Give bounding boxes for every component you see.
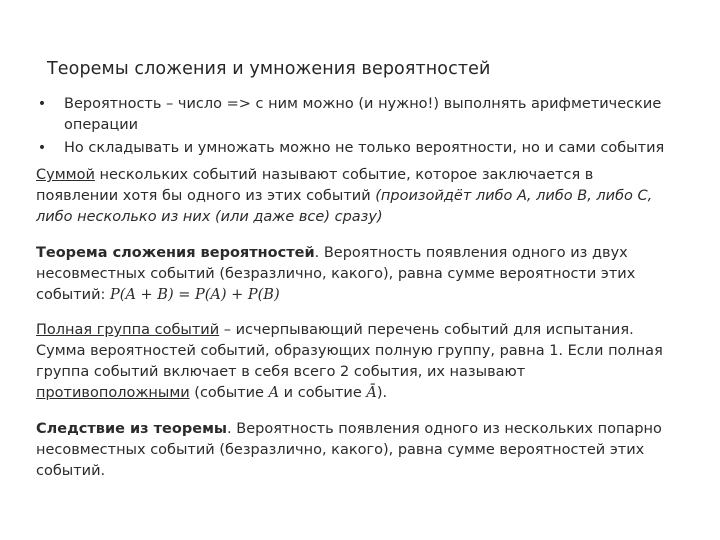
sum-definition [36, 165, 666, 228]
slide-content [36, 94, 666, 496]
corollary [36, 419, 666, 482]
bullet-dot-icon: • [37, 96, 47, 112]
bullet-item [36, 138, 666, 159]
opposite-term: противоположными [36, 385, 190, 401]
bullet-item [36, 94, 666, 136]
full-group-text-4: ). [376, 385, 388, 401]
slide-title: Теоремы сложения и умножения вероятностей [47, 59, 491, 79]
bullet-dot-icon: • [37, 140, 47, 156]
full-group-term: Полная группа событий [36, 322, 220, 338]
bullet-list [36, 94, 666, 159]
full-group-text-2: (событие [189, 385, 269, 401]
full-group-text-3: и событие [279, 385, 367, 401]
addition-theorem [36, 243, 666, 306]
event-not-a: Ā [366, 385, 377, 401]
full-group-text: – исчерпывающий перечень событий для испытания. Сумма вероятностей событий, образующих полную группу, равна 1. Если полная группа событий включает в себя всего 2 события, их называют [36, 322, 663, 380]
sum-text: нескольких событий называют событие, которое заключается в появлении хотя бы одного из этих событий [36, 167, 594, 204]
full-group-definition [36, 320, 666, 404]
theorem-text: . Вероятность появления одного из двух несовместных событий (безразлично, какого), равна сумме вероятности этих событий: [36, 244, 636, 303]
theorem-formula: P(A + B) = P(A) + P(B) [110, 286, 280, 303]
sum-italic: (произойдёт либо А, либо В, либо С, либо несколько из них (или даже все) сразу) [36, 188, 653, 225]
corollary-text: . Вероятность появления одного из нескольких попарно несовместных событий (безразлично, какого), равна сумме вероятностей этих событий. [36, 420, 662, 479]
bullet-text: Но складывать и умножать можно не только вероятности, но и сами события [64, 140, 665, 156]
sum-term: Суммой [36, 167, 95, 183]
bullet-text: Вероятность – число => с ним можно (и нужно!) выполнять арифметические операции [64, 96, 662, 133]
theorem-label: Теорема сложения вероятностей [36, 244, 315, 261]
corollary-label: Следствие из теоремы [36, 420, 228, 437]
event-a: A [268, 385, 280, 401]
